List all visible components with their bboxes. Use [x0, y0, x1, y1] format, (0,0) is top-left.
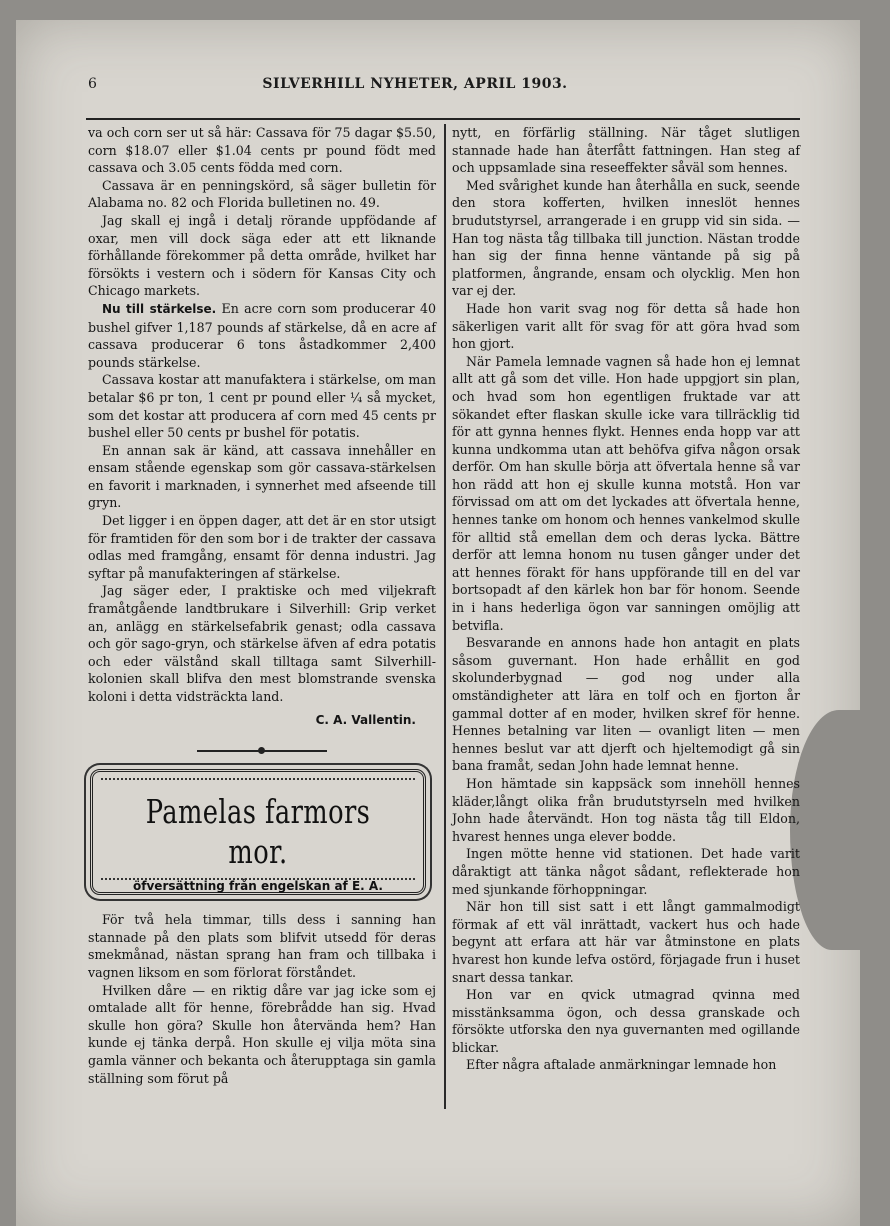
paragraph: Med svårighet kunde han återhålla en suck, seende den stora kofferten, hvilken inneslöt hennes brudutstyrsel, arrangerade i en grupp vid sin sida. — Han tog nästa tåg tillbaka till junction. Nästan trodde han sig der finna henne väntande på sig på platformen, ångrande, ensam och olycklig. Men hon var ej der.: [452, 177, 800, 299]
section-lead: Nu till stärkelse.: [102, 301, 217, 316]
paragraph: För två hela timmar, tills dess i sanning han stannade på den plats som blifvit utsedd för deras smekmånad, nästan sprang han fram och tillbaka i vagnen liksom en som förlorat förståndet.: [88, 912, 436, 980]
story-title: Pamelas farmors mor.: [145, 792, 371, 872]
paragraph: Ingen mötte henne vid stationen. Det hade varit dåraktigt att tänka något sådant, reflekterade hon med sjunkande förhoppningar.: [452, 846, 800, 897]
paragraph: nytt, en förfärlig ställning. När tåget slutligen stannade hade han återfått fattningen. Han steg af och uppsamlade sina reseeffekter såväl som hennes.: [452, 125, 800, 176]
paragraph: När hon till sist satt i ett långt gammalmodigt förmak af ett väl inrättadt, vackert hus och hade begynt att erfara att här var åtminstone en plats hvarest hon kunde lefva ostörd, förjagade frun i huset snart dessa tankar.: [452, 899, 800, 985]
paragraph: Det ligger i en öppen dager, att det är en stor utsigt för framtiden för den som bor i de trakter der cassava odlas med framgång, ensamt för denna industri. Jag syftar på manufakteringen af stärkelse.: [88, 513, 436, 581]
paragraph: Cassava är en penningskörd, så säger bulletin för Alabama no. 82 och Florida bulletinen no. 49.: [88, 177, 436, 211]
masthead-title: SILVERHILL NYHETER, APRIL 1903.: [262, 76, 568, 92]
paragraph: Cassava kostar att manufaktera i stärkelse, om man betalar $6 pr ton, 1 cent pr pound eller ¼ så mycket, som det kostar att producera af corn med 45 cents pr bushel eller 50 cents pr bushel för potatis.: [88, 372, 436, 441]
paragraph: Hon hämtade sin kappsäck som innehöll hennes kläder,långt olika från brudutstyrseln med hvilken John hade återvändt. Hon tog nästa tåg till Eldon, hvarest hennes unga elever bodde.: [452, 775, 800, 844]
paragraph: va och corn ser ut så här: Cassava för 75 dagar $5.50, corn $18.07 eller $1.04 cents pr pound födt med cassava och 3.05 cents födda med corn.: [88, 125, 436, 176]
paragraph: [88, 300, 436, 371]
header-rule: [86, 118, 800, 120]
paragraph: När Pamela lemnade vagnen så hade hon ej lemnat allt att gå som det ville. Hon hade uppgjort sin plan, och hvad som hon egentligen fruktade var att sökandet efter flaskan skulle icke vara tillräcklig tid för att gynna hennes flykt. Hennes enda hopp var att kunna undkomma utan att behöfva gifva någon orsak derför. Om han skulle börja att öfvertala henne så var hon rädd att hon ej skulle kunna motstå. Hon var förvissad om att om det lyckades att öfvertala henne, hennes tanke om honom och hennes vankelmod skulle för alltid stå emellan dem och deras lycka. Bättre derför att lemna honom nu tusen gånger under det att hennes förakt för hans uppförande till en del var bortsopadt af den kärlek hon bar för honom. Seende in i hans hederliga ögon var sanningen omöjlig att betvifla.: [452, 353, 800, 633]
paragraph: Jag säger eder, I praktiske och med viljekraft framåtgående landtbrukare i Silverhill: Grip verket an, anlägg en stärkelsefabrik genast; odla cassava och gör sago-gryn, och stärkelse äfven af edra potatis och eder välstånd skall tilltaga samt Silverhill-kolonien skall blifva den mest blomstrande svenska koloni i detta vidsträckta land.: [88, 583, 436, 704]
paragraph-text: En acre corn som producerar 40 bushel gifver 1,187 pounds af stärkelse, då en acre af cassava producerar 6 tons åstadkommer 2,400 pounds stärkelse.: [88, 300, 437, 370]
author-signature: C. A. Vallentin.: [315, 712, 416, 727]
ornament-border-bottom: [101, 878, 415, 886]
paragraph: Hon var en qvick utmagrad qvinna med misstänksamma ögon, och dessa granskade och försökte utforska den nya guvernanten med ogillande blickar.: [452, 987, 800, 1055]
paragraph: Jag skall ej ingå i detalj rörande uppfödande af oxar, men vill dock säga eder att ett liknande förhållande förekommer på detta område, hvilket har försökts i vestern och i södern för Kansas City och Chicago markets.: [88, 212, 436, 299]
story-subtitle: öfversättning från engelskan af E. A.: [133, 879, 383, 894]
paragraph: Besvarande en annons hade hon antagit en plats såsom guvernant. Hon hade erhållit en god skolunderbygnad — god nog under alla omständigheter att lära en tolf och en fjorton år gammal dotter af en moder, hvilken skref för henne. Hennes betalning var liten — ovanligt liten — men hennes beslut var att djerft och hjeltemodigt gå sin bana framåt, sedan John hade lemnat henne.: [452, 635, 800, 774]
page-header: [30, 76, 800, 98]
paragraph: Hade hon varit svag nog för detta så hade hon säkerligen varit allt för svag för att göra hvad som hon gjort.: [452, 300, 800, 352]
column-divider: [444, 124, 446, 1109]
ornament-border-top: [101, 778, 415, 786]
torn-edge: [790, 710, 860, 950]
paragraph: Hvilken dåre — en riktig dåre var jag icke som ej omtalade allt för henne, förebrådde han sig. Hvad skulle hon göra? Skulle hon återvända hem? Han kunde ej tänka derpå. Hon skulle ej vilja möta sina gamla vänner och bekanta och återupptaga sin gamla ställning som förut på: [88, 982, 436, 1086]
story-title-box: [90, 769, 426, 895]
paragraph: En annan sak är känd, att cassava innehåller en ensam stående egenskap som gör cassava-stärkelsen en favorit i marknaden, i synnerhet med afseende till gryn.: [88, 442, 436, 511]
paragraph: Efter några aftalade anmärkningar lemnade hon: [466, 1057, 777, 1073]
section-divider: [197, 747, 327, 755]
left-column: [88, 124, 436, 1087]
page-number: 6: [88, 76, 98, 92]
right-column: [452, 124, 800, 1074]
